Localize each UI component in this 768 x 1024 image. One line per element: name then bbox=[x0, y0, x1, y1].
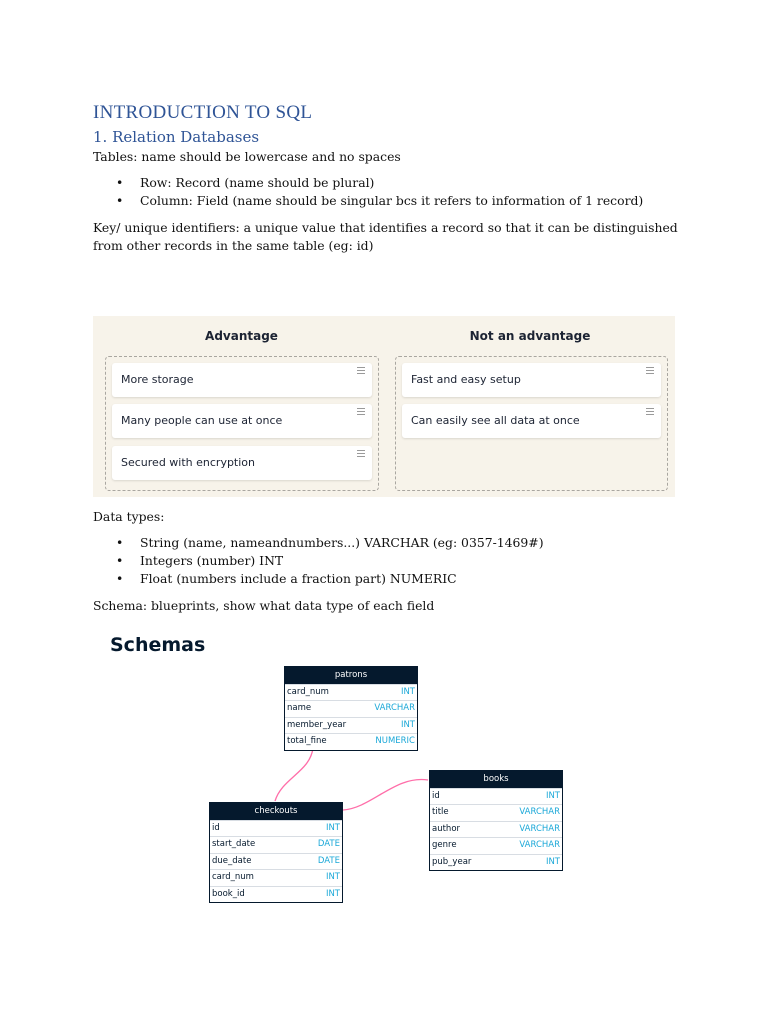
table-row bbox=[210, 853, 342, 869]
books-table bbox=[429, 770, 563, 871]
bullet-text: Row: Record (name should be plural) bbox=[140, 175, 375, 190]
field-name: book_id bbox=[212, 888, 245, 899]
field-name: member_year bbox=[287, 719, 347, 730]
field-name: author bbox=[432, 823, 461, 834]
checkouts-table bbox=[209, 802, 343, 903]
field-type: INT bbox=[325, 823, 340, 833]
section-heading: 1. Relation Databases bbox=[93, 128, 260, 146]
table-row bbox=[430, 854, 562, 870]
field-type: INT bbox=[325, 872, 340, 883]
card-label: Fast and easy setup bbox=[411, 373, 521, 386]
field-type: INT bbox=[400, 719, 415, 730]
field-type: INT bbox=[400, 687, 415, 697]
field-type: INT bbox=[325, 888, 340, 899]
table-row bbox=[430, 821, 562, 837]
bullet-icon: • bbox=[116, 193, 124, 208]
card-label: More storage bbox=[121, 373, 194, 386]
tables-note: Tables: name should be lowercase and no spaces bbox=[93, 149, 401, 164]
field-name: pub_year bbox=[432, 856, 472, 867]
table-row bbox=[430, 804, 562, 820]
table-row bbox=[285, 684, 417, 700]
table-row bbox=[210, 836, 342, 852]
field-name: genre bbox=[432, 840, 457, 851]
patrons-table bbox=[284, 666, 418, 751]
not-advantage-column-title: Not an advantage bbox=[469, 329, 591, 343]
bullet-icon: • bbox=[116, 535, 124, 550]
table-row bbox=[285, 717, 417, 733]
field-type: NUMERIC bbox=[375, 736, 415, 747]
bullet-text: Float (numbers include a fraction part) NUMERIC bbox=[140, 571, 457, 586]
table-header: patrons bbox=[285, 667, 417, 684]
field-name: title bbox=[432, 807, 449, 818]
field-name: id bbox=[432, 791, 440, 801]
field-name: name bbox=[287, 703, 312, 714]
table-row bbox=[210, 820, 342, 836]
table-row bbox=[210, 886, 342, 902]
table-row bbox=[430, 788, 562, 804]
field-name: total_fine bbox=[287, 736, 327, 747]
field-type: VARCHAR bbox=[519, 807, 560, 818]
bullet-text: String (name, nameandnumbers...) VARCHAR (eg: 0357-1469#) bbox=[140, 535, 544, 550]
table-row bbox=[285, 700, 417, 716]
bullet-icon: • bbox=[116, 571, 124, 586]
field-name: card_num bbox=[212, 872, 254, 883]
table-row bbox=[430, 837, 562, 853]
table-header: books bbox=[430, 771, 562, 788]
table-row bbox=[210, 869, 342, 885]
schema-note: Schema: blueprints, show what data type of each field bbox=[93, 598, 435, 613]
card-label: Many people can use at once bbox=[121, 414, 283, 427]
field-type: VARCHAR bbox=[374, 703, 415, 714]
field-type: INT bbox=[545, 791, 560, 801]
schemas-heading: Schemas bbox=[110, 634, 206, 656]
field-type: VARCHAR bbox=[519, 840, 560, 851]
bullet-text: Column: Field (name should be singular bcs it refers to information of 1 record) bbox=[140, 193, 644, 208]
bullet-icon: • bbox=[116, 175, 124, 190]
table-row bbox=[285, 733, 417, 749]
card-label: Secured with encryption bbox=[121, 456, 256, 469]
card-label: Can easily see all data at once bbox=[411, 414, 580, 427]
key-note-line2: from other records in the same table (eg: id) bbox=[93, 238, 374, 253]
field-name: id bbox=[212, 823, 220, 833]
advantage-column-title: Advantage bbox=[205, 329, 278, 343]
field-type: INT bbox=[545, 856, 560, 867]
field-name: due_date bbox=[212, 855, 252, 866]
page-title: INTRODUCTION TO SQL bbox=[93, 102, 313, 123]
patrons-checkouts-link bbox=[275, 748, 313, 801]
field-type: VARCHAR bbox=[519, 823, 560, 834]
field-type: DATE bbox=[317, 855, 340, 866]
books-checkouts-link bbox=[343, 779, 428, 810]
data-types-label: Data types: bbox=[93, 509, 165, 524]
table-header: checkouts bbox=[210, 803, 342, 820]
bullet-text: Integers (number) INT bbox=[140, 553, 284, 568]
key-note-line1: Key/ unique identifiers: a unique value that identifies a record so that it can be distinguished bbox=[93, 220, 678, 235]
bullet-icon: • bbox=[116, 553, 124, 568]
field-type: DATE bbox=[317, 839, 340, 850]
field-name: card_num bbox=[287, 687, 329, 697]
field-name: start_date bbox=[212, 839, 256, 850]
